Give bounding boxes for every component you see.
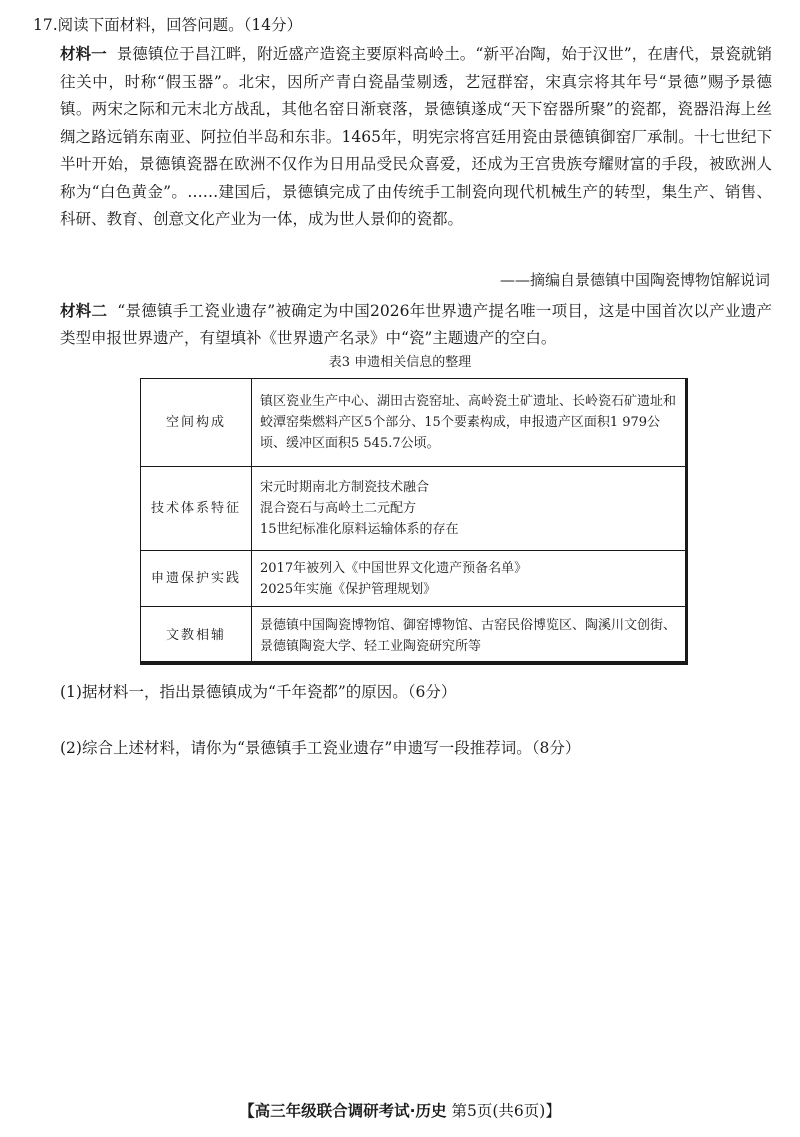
table-row	[141, 467, 688, 551]
question-title: 17.阅读下面材料，回答问题。（14分）	[33, 16, 303, 34]
row-value-line: 宋元时期南北方制瓷技术融合	[260, 480, 430, 495]
row-value-line: 2017年被列入《中国世界文化遗产预备名单》	[260, 560, 528, 576]
row-value	[252, 379, 688, 467]
row-value-line: 景德镇中国陶瓷博物馆、御窑博物馆、古窑民俗博览区、陶溪川文创街、景德镇陶瓷大学、轻工业陶瓷研究所等	[260, 617, 677, 654]
material-one-source: ——摘编自景德镇中国陶瓷博物馆解说词	[499, 271, 770, 289]
material-two-label: 材料二	[60, 302, 108, 320]
row-value	[252, 551, 688, 607]
row-value-line: 混合瓷石与高岭土二元配方	[260, 501, 417, 516]
material-one-label: 材料一	[60, 45, 107, 63]
row-value	[252, 467, 688, 551]
footer-page-number: 第5页(共6页)】	[451, 1102, 561, 1120]
table-row	[141, 379, 688, 467]
material-one-text: 景德镇位于昌江畔，附近盛产造瓷主要原料高岭土。“新平冶陶，始于汉世”，在唐代，景瓷就销往关中，时称“假玉器”。北宋，因所产青白瓷晶莹剔透，艺冠群窑，宋真宗将其年号“景德”赐予景德镇。两宋之际和元末北方战乱，其他名窑日渐衰落，景德镇遂成“天下窑器所聚”的瓷都，瓷器沿海上丝绸之路远销东南亚、阿拉伯半岛和东非。1465年，明宪宗将宫廷用瓷由景德镇御窑厂承制。十七世纪下半叶开始，景德镇瓷器在欧洲不仅作为日用品受民众喜爱，还成为王宫贵族夸耀财富的手段，被欧洲人称为“白色黄金”。……建国后，景德镇完成了由传统手工制瓷向现代机械生产的转型，集生产、销售、科研、教育、创意文化产业为一体，成为世人景仰的瓷都。	[60, 45, 772, 228]
row-value-line: 镇区瓷业生产中心、湖田古瓷窑址、高岭瓷土矿遗址、长岭瓷石矿遗址和蛟潭窑柴燃料产区5个部分、15个要素构成，申报遗产区面积1 979公顷、缓冲区面积5 545.7公顷。	[260, 394, 677, 451]
row-key: 申遗保护实践	[141, 551, 252, 607]
material-two-text: “景德镇手工瓷业遗存”被确定为中国2026年世界遗产提名唯一项目，这是中国首次以产业遗产类型申报世界遗产，有望填补《世界遗产名录》中“瓷”主题遗产的空白。	[60, 302, 772, 347]
row-key: 空间构成	[141, 379, 252, 467]
table-row	[141, 551, 688, 607]
table-row	[141, 607, 688, 665]
page-footer	[0, 1098, 800, 1124]
material-two	[60, 298, 772, 352]
subquestion-1: (1)据材料一，指出景德镇成为“千年瓷都”的原因。（6分）	[60, 683, 457, 701]
row-value-line: 2025年实施《保护管理规划》	[260, 581, 437, 597]
row-value	[252, 607, 688, 665]
row-value-line: 15世纪标准化原料运输体系的存在	[260, 522, 459, 537]
material-one	[60, 41, 772, 234]
footer-exam-title: 【高三年级联合调研考试·历史	[239, 1102, 447, 1120]
subquestion-2: (2)综合上述材料，请你为“景德镇手工瓷业遗存”申遗写一段推荐词。（8分）	[60, 739, 581, 757]
row-key: 文教相辅	[141, 607, 252, 665]
row-key: 技术体系特征	[141, 467, 252, 551]
table-caption: 表3 申遗相关信息的整理	[328, 355, 472, 370]
heritage-info-table	[140, 378, 688, 665]
